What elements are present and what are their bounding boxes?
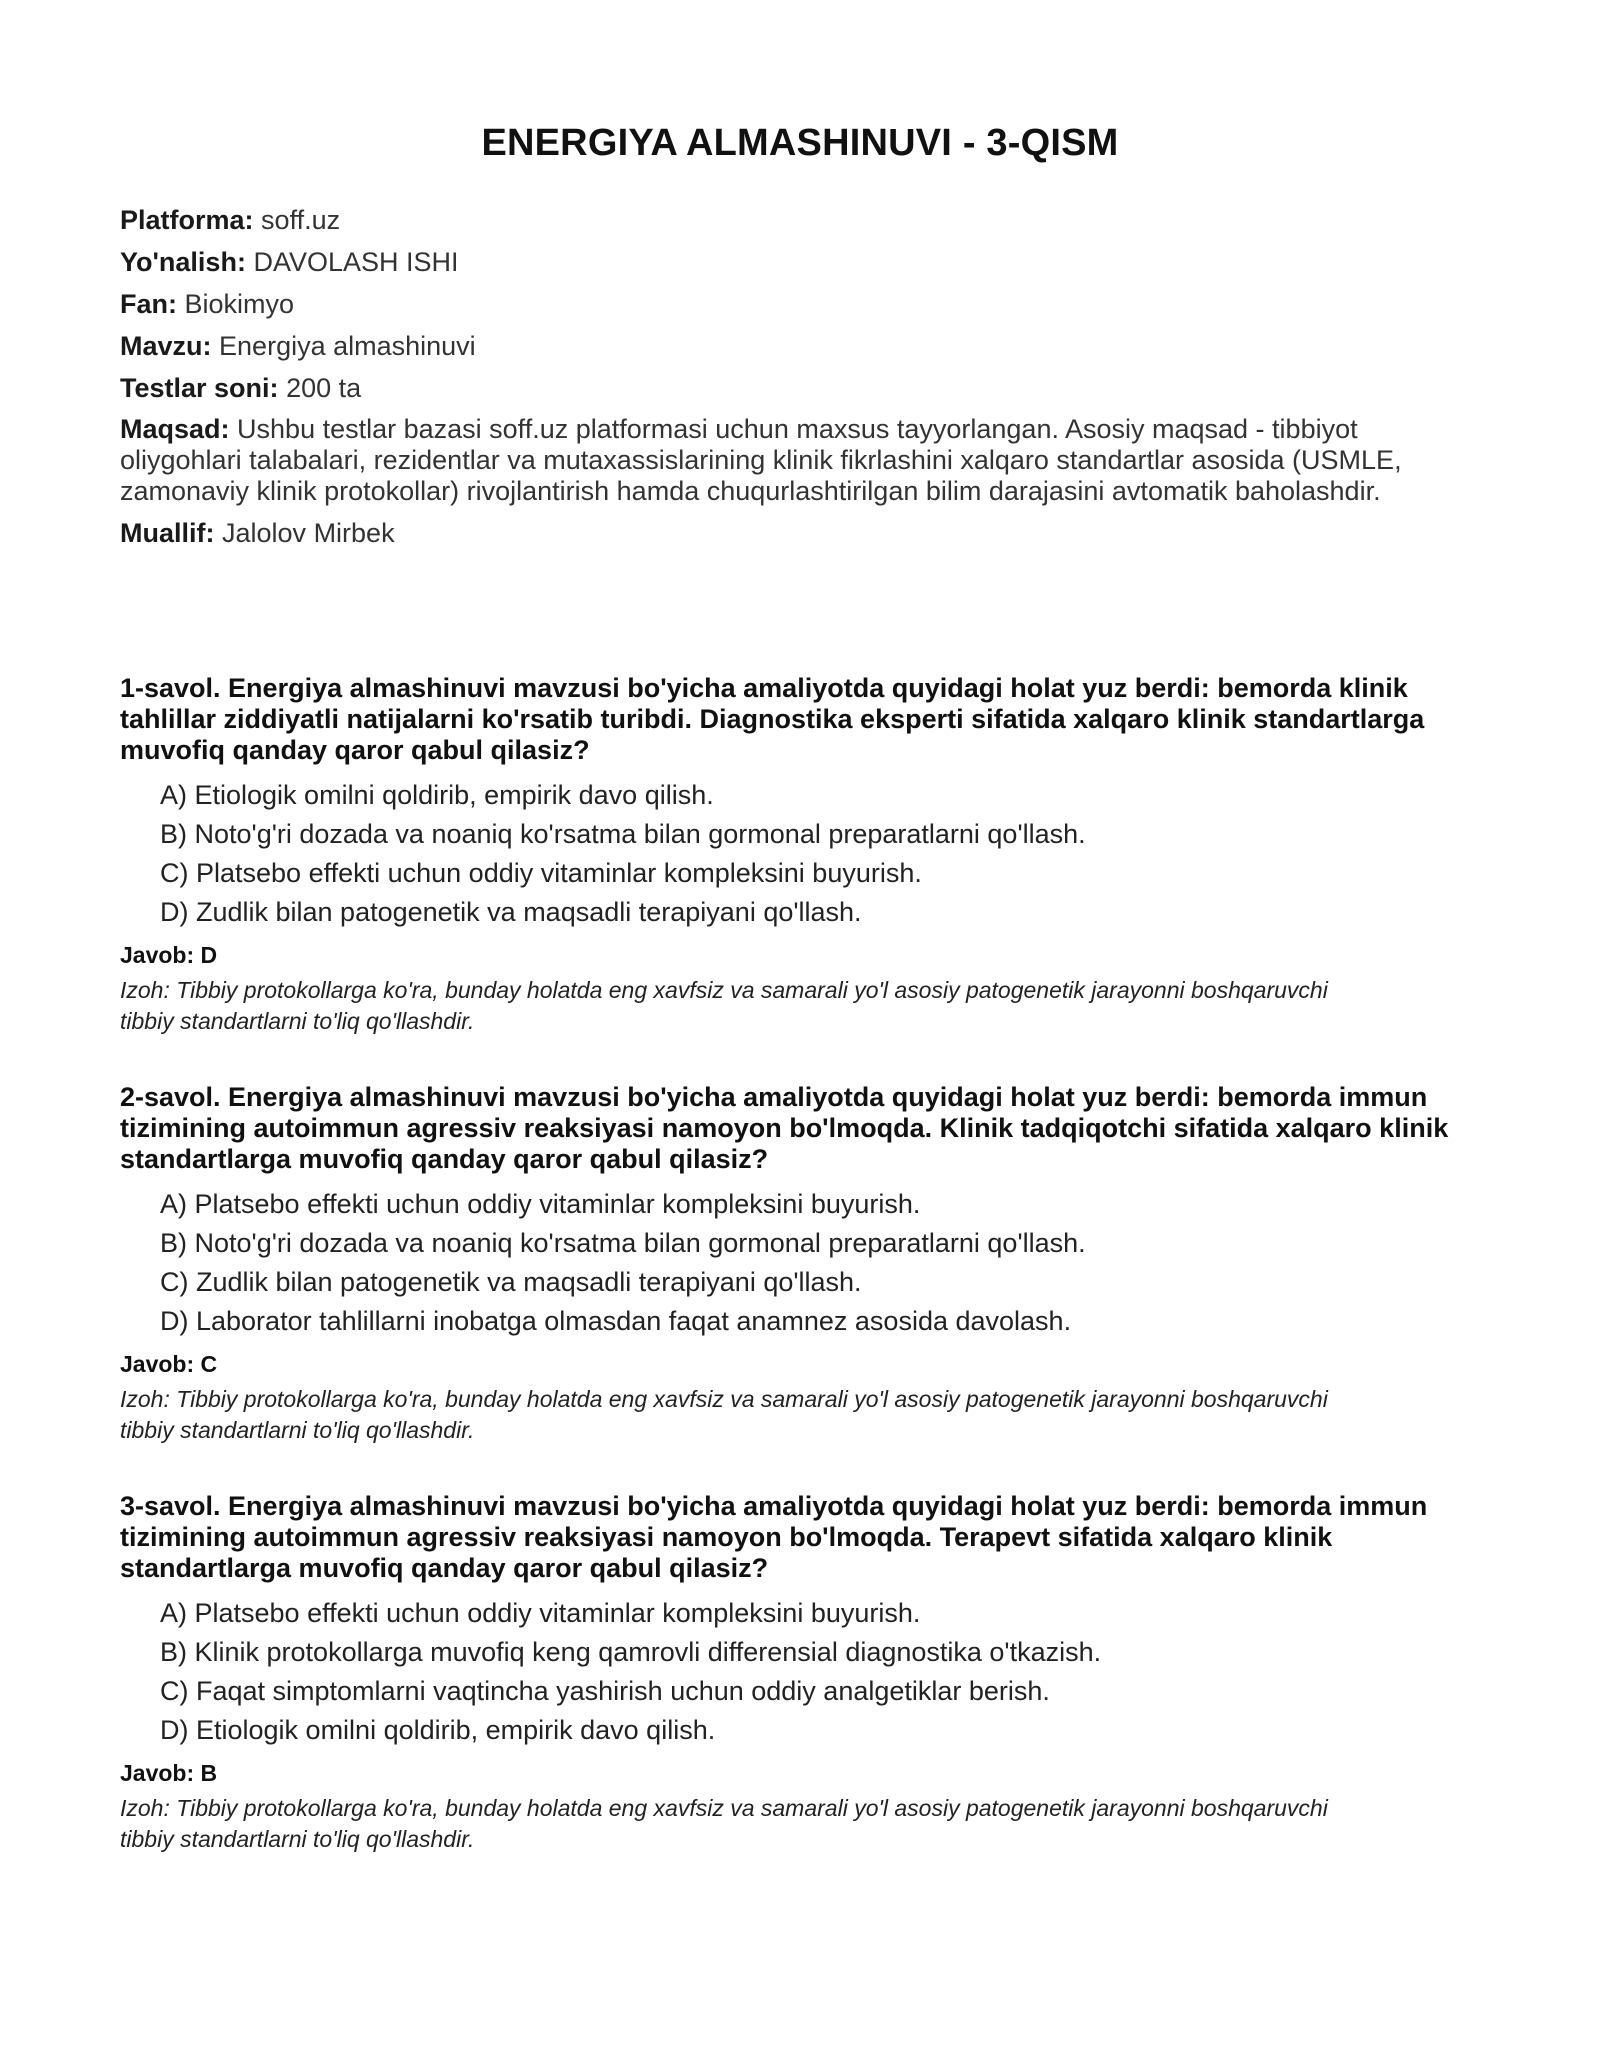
meta-purpose (120, 414, 1460, 507)
option-b: B) Noto'g'ri dozada va noaniq ko'rsatma bilan gormonal preparatlarni qo'llash. (160, 819, 1086, 849)
answer-label: Javob: D (120, 942, 218, 968)
explanation-text: Izoh: Tibbiy protokollarga ko'ra, bunday holatda eng xavfsiz va samarali yo'l asosiy patogenetik jarayonni boshqaruvchi tibbiy standartlarni to'liq qo'llashdir. (120, 1386, 1328, 1443)
answer-label: Javob: B (120, 1760, 218, 1786)
explanation-text: Izoh: Tibbiy protokollarga ko'ra, bunday holatda eng xavfsiz va samarali yo'l asosiy patogenetik jarayonni boshqaruvchi tibbiy standartlarni to'liq qo'llashdir. (120, 1795, 1328, 1852)
option-d: D) Etiologik omilni qoldirib, empirik davo qilish. (160, 1715, 716, 1745)
meta-platform (120, 204, 1460, 236)
question-text: 1-savol. Energiya almashinuvi mavzusi bo'yicha amaliyotda quyidagi holat yuz berdi: bemorda klinik tahlillar ziddiyatli natijalarni ko'rsatib turibdi. Diagnostika eksperti sifatida xalqaro klinik standartlarga muvofiq qanday qaror qabul qilasiz? (120, 673, 1425, 765)
meta-direction (120, 246, 1460, 278)
option-a: A) Etiologik omilni qoldirib, empirik davo qilish. (160, 780, 714, 810)
question-1 (120, 673, 1460, 1037)
option-list (120, 1594, 1460, 1750)
meta-label: Yo'nalish: (120, 247, 246, 277)
meta-topic (120, 330, 1460, 362)
question-3 (120, 1491, 1460, 1855)
meta-label: Fan: (120, 289, 177, 319)
option-list (120, 776, 1460, 932)
question-text: 3-savol. Energiya almashinuvi mavzusi bo'yicha amaliyotda quyidagi holat yuz berdi: bemorda immun tizimining autoimmun agressiv reaksiyasi namoyon bo'lmoqda. Terapevt sifatida xalqaro klinik standartlarga muvofiq qanday qaror qabul qilasiz? (120, 1491, 1428, 1583)
option-list (120, 1185, 1460, 1341)
document-meta (120, 204, 1460, 559)
meta-label: Mavzu: (120, 331, 212, 361)
meta-label: Platforma: (120, 205, 254, 235)
option-c: C) Faqat simptomlarni vaqtincha yashirish uchun oddiy analgetiklar berish. (160, 1676, 1050, 1706)
explanation-text: Izoh: Tibbiy protokollarga ko'ra, bunday holatda eng xavfsiz va samarali yo'l asosiy patogenetik jarayonni boshqaruvchi tibbiy standartlarni to'liq qo'llashdir. (120, 977, 1328, 1034)
question-2 (120, 1082, 1460, 1446)
option-a: A) Platsebo effekti uchun oddiy vitaminlar kompleksini buyurish. (160, 1598, 921, 1628)
option-d: D) Zudlik bilan patogenetik va maqsadli terapiyani qo'llash. (160, 897, 862, 927)
meta-author (120, 517, 1460, 549)
meta-subject (120, 288, 1460, 320)
meta-label: Muallif: (120, 518, 215, 548)
option-c: C) Platsebo effekti uchun oddiy vitaminlar kompleksini buyurish. (160, 858, 922, 888)
meta-value: soff.uz (261, 205, 341, 235)
meta-value: Ushbu testlar bazasi soff.uz platformasi uchun maxsus tayyorlangan. Asosiy maqsad - tibbiyot oliygohlari talabalari, rezidentlar va mutaxassislarining klinik fikrlashini xalqaro standartlar asosida (USMLE, zamonaviy klinik protokollar) rivojlantirish hamda chuqurlashtirilgan bilim darajasini avtomatik baholashdir. (120, 414, 1402, 506)
answer-label: Javob: C (120, 1351, 218, 1377)
meta-value: Jalolov Mirbek (222, 518, 395, 548)
option-b: B) Klinik protokollarga muvofiq keng qamrovli differensial diagnostika o'tkazish. (160, 1637, 1102, 1667)
meta-value: DAVOLASH ISHI (253, 247, 459, 277)
option-a: A) Platsebo effekti uchun oddiy vitaminlar kompleksini buyurish. (160, 1189, 921, 1219)
meta-value: 200 ta (286, 373, 362, 403)
meta-value: Energiya almashinuvi (219, 331, 476, 361)
meta-label: Maqsad: (120, 414, 230, 444)
meta-label: Testlar soni: (120, 373, 279, 403)
document-title: ENERGIYA ALMASHINUVI - 3-QISM (481, 122, 1119, 164)
option-b: B) Noto'g'ri dozada va noaniq ko'rsatma bilan gormonal preparatlarni qo'llash. (160, 1228, 1086, 1258)
meta-value: Biokimyo (184, 289, 295, 319)
option-d: D) Laborator tahlillarni inobatga olmasdan faqat anamnez asosida davolash. (160, 1306, 1072, 1336)
question-text: 2-savol. Energiya almashinuvi mavzusi bo'yicha amaliyotda quyidagi holat yuz berdi: bemorda immun tizimining autoimmun agressiv reaksiyasi namoyon bo'lmoqda. Klinik tadqiqotchi sifatida xalqaro klinik standartlarga muvofiq qanday qaror qabul qilasiz? (120, 1082, 1449, 1174)
meta-test-count (120, 372, 1460, 404)
option-c: C) Zudlik bilan patogenetik va maqsadli terapiyani qo'llash. (160, 1267, 862, 1297)
